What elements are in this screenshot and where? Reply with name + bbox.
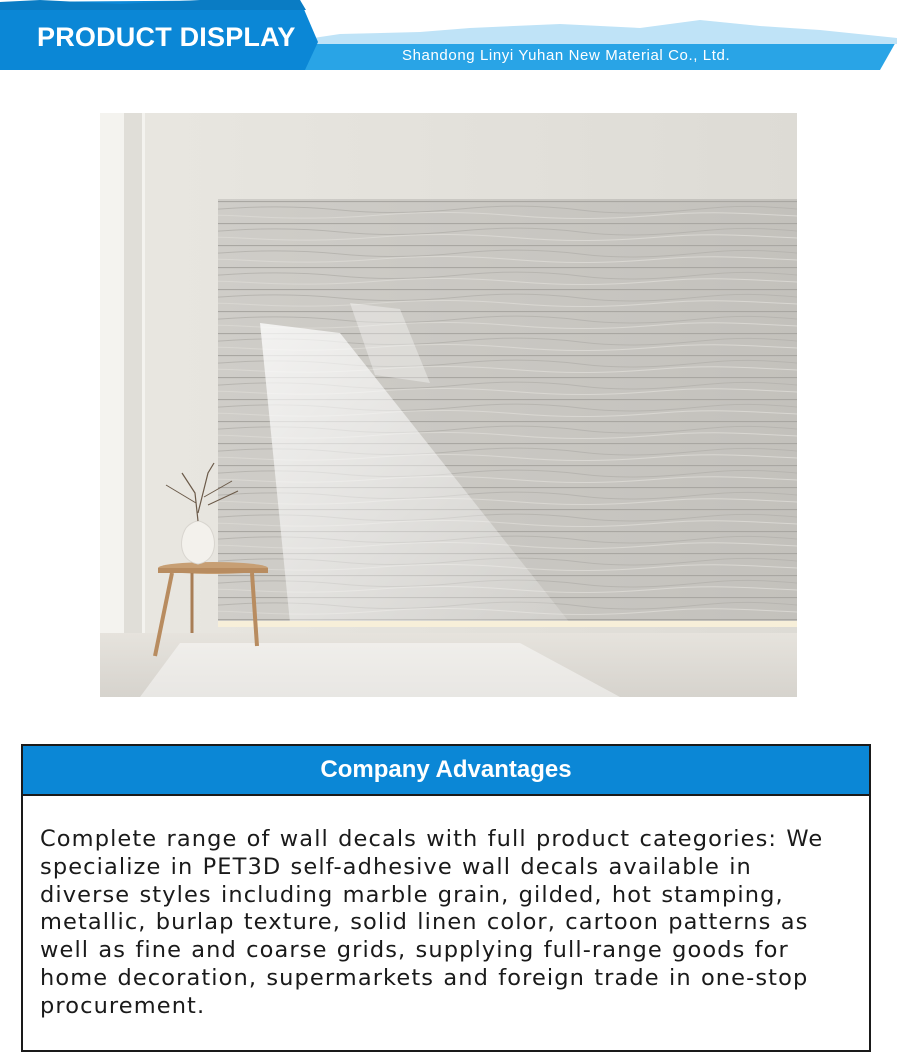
company-name: Shandong Linyi Yuhan New Material Co., Ltd. <box>402 47 731 64</box>
company-advantages-title: Company Advantages <box>320 756 572 783</box>
section-header-banner <box>0 0 897 80</box>
company-advantages-panel <box>21 744 871 1052</box>
company-advantages-text: Complete range of wall decals with full product categories: We specialize in PET3D self-adhesive wall decals available in diverse styles including marble grain, gilded, hot stamping, metallic, burlap texture, solid linen color, cartoon patterns as well as fine and coarse grids, supplying full-range goods for home decoration, supermarkets and foreign trade in one-stop procurement. <box>40 826 824 1019</box>
product-photo-illustration <box>100 113 797 697</box>
company-advantages-header <box>23 746 869 796</box>
product-photo <box>100 113 797 697</box>
section-title: PRODUCT DISPLAY <box>37 22 296 52</box>
